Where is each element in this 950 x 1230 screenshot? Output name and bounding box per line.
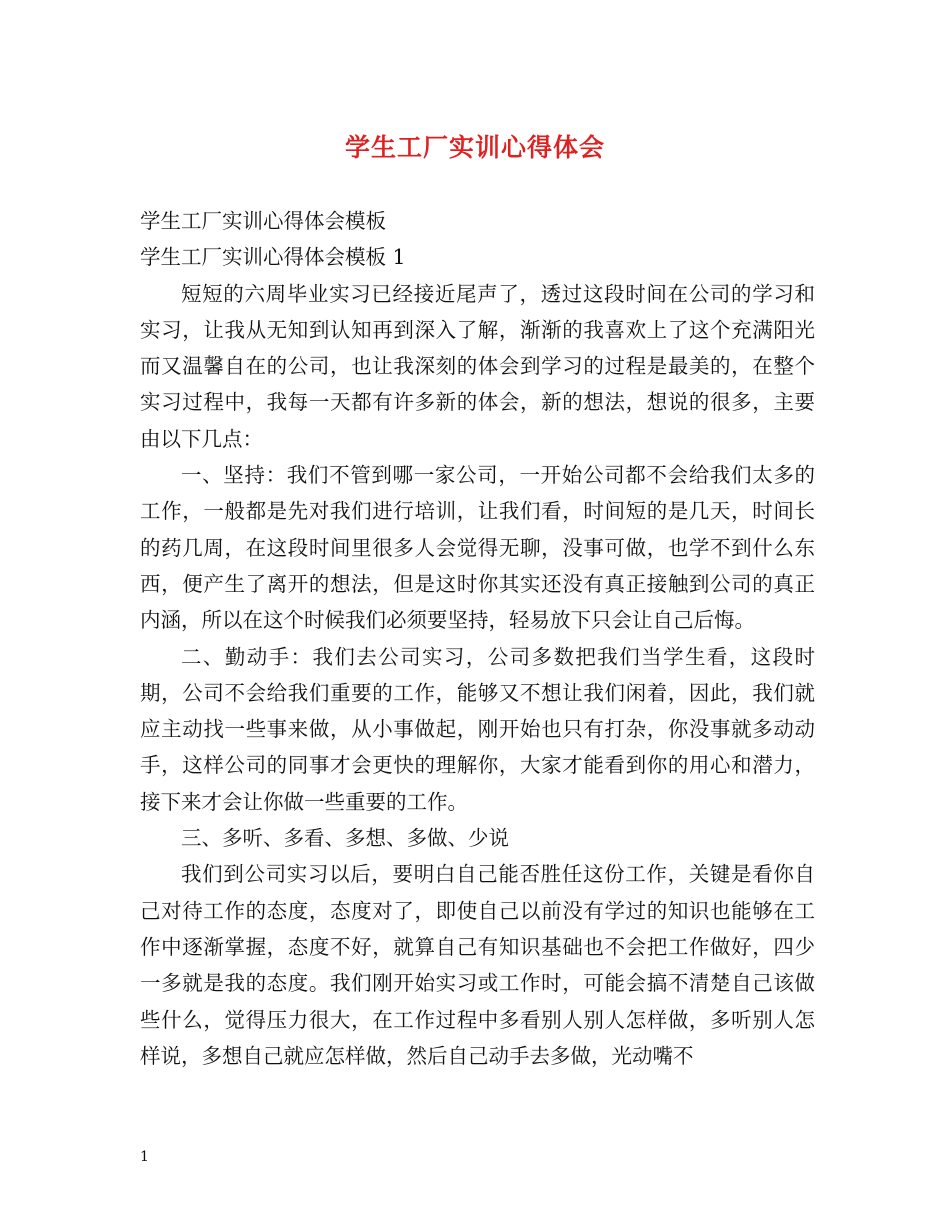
template-heading: 学生工厂实训心得体会模板 <box>140 209 386 233</box>
template-subheading: 学生工厂实训心得体会模板 1 <box>140 245 406 270</box>
paragraph-hands-on: 二、勤动手：我们去公司实习，公司多数把我们当学生看，这段时期，公司不会给我们重要的工作，能够又不想让我们闲着，因此，我们就应主动找一些事来做，从小事做起，刚开始也只有打杂，你没事就多动动手，这样公司的同事才会更快的理解你，大家才能看到你的用心和潜力，接下来才会让你做一些重要的工作。 <box>140 644 815 814</box>
document-body <box>140 203 815 1074</box>
paragraph-section-heading: 三、多听、多看、多想、多做、少说 <box>181 826 509 851</box>
paragraph-intro: 短短的六周毕业实习已经接近尾声了，透过这段时间在公司的学习和实习，让我从无知到认知再到深入了解，渐渐的我喜欢上了这个充满阳光而又温馨自在的公司，也让我深刻的体会到学习的过程是最美的，在整个实习过程中，我每一天都有许多新的体会，新的想法，想说的很多，主要由以下几点： <box>140 281 815 451</box>
paragraph-attitude: 我们到公司实习以后，要明白自己能否胜任这份工作，关键是看你自己对待工作的态度，态度对了，即使自己以前没有学过的知识也能够在工作中逐渐掌握，态度不好，就算自己有知识基础也不会把工作做好，四少一多就是我的态度。我们刚开始实习或工作时，可能会搞不清楚自己该做些什么，觉得压力很大，在工作过程中多看别人别人怎样做，多听别人怎样说，多想自己就应怎样做，然后自己动手去多做，光动嘴不 <box>140 862 815 1068</box>
page-number: 1 <box>140 1149 149 1165</box>
paragraph-persist: 一、坚持：我们不管到哪一家公司，一开始公司都不会给我们太多的工作，一般都是先对我们进行培训，让我们看，时间短的是几天，时间长的药几周，在这段时间里很多人会觉得无聊，没事可做，也学不到什么东西，便产生了离开的想法，但是这时你其实还没有真正接触到公司的真正内涵，所以在这个时候我们必须要坚持，轻易放下只会让自己后悔。 <box>140 463 815 633</box>
document-title: 学生工厂实训心得体会 <box>344 133 605 162</box>
